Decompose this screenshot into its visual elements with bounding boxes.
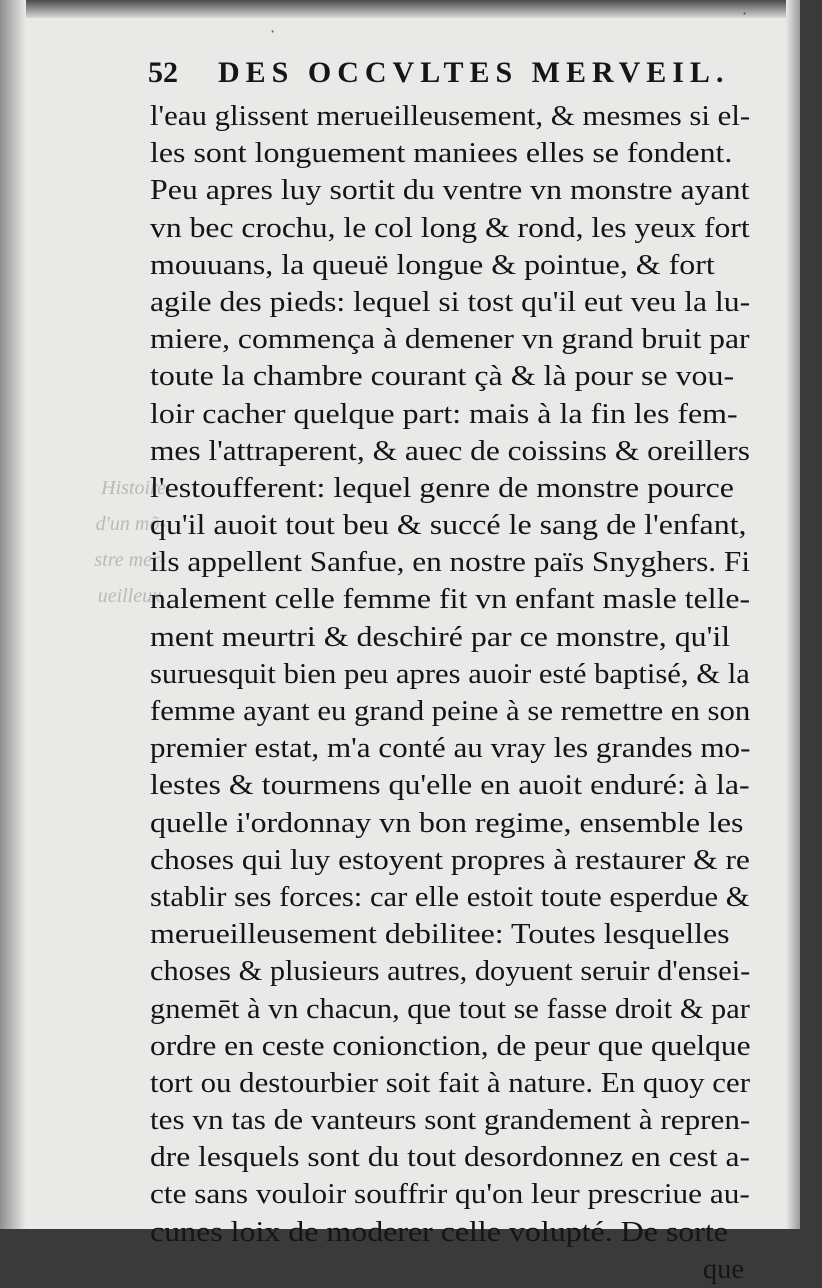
text-line: tes vn tas de vanteurs sont grandement à repren-: [150, 1105, 751, 1137]
page-number: 52: [148, 56, 178, 89]
text-line: miere, commença à demener vn grand bruit par: [150, 324, 750, 356]
page-top-edge: [0, 0, 800, 18]
text-line: femme ayant eu grand peine à se remettre en son: [150, 696, 751, 727]
text-line: choses & plusieurs autres, doyuent seruir d'ensei-: [150, 956, 751, 988]
text-line: lestes & tourmens qu'elle en auoit enduré: à la-: [150, 770, 750, 802]
gutter-shadow: [0, 0, 26, 1229]
text-line: Peu apres luy sortit du ventre vn monstre ayant: [150, 175, 750, 207]
text-line: agile des pieds: lequel si tost qu'il eut veu la lu-: [150, 286, 751, 318]
text-line: ordre en ceste conionction, de peur que quelque: [150, 1030, 751, 1062]
running-title: DES OCCVLTES MERVEIL.: [218, 56, 730, 89]
text-line: mes l'attraperent, & auec de coissins & oreillers: [150, 435, 750, 467]
text-line: vn bec crochu, le col long & rond, les yeux fort: [150, 212, 750, 244]
text-line: les sont longuement maniees elles se fondent.: [150, 138, 733, 170]
catchword: que: [702, 1253, 744, 1285]
bleed-line: d'un mõ-: [95, 513, 166, 535]
ink-speck: ·: [270, 22, 276, 41]
text-line: quelle i'ordonnay vn bon regime, ensemble les: [150, 807, 744, 839]
text-line: cunes loix de moderer celle volupté. De sorte: [150, 1216, 728, 1248]
text-line: merueilleusement debilitee: Toutes lesquelles: [150, 919, 730, 951]
bleed-line: Histoire: [101, 477, 166, 499]
text-line: dre lesquels sont du tout desordonnez en cest a-: [150, 1142, 750, 1174]
text-line: ils appellent Sanfue, en nostre païs Snyghers. Fi: [150, 547, 751, 579]
text-line: qu'il auoit tout beu & succé le sang de l'enfant,: [150, 510, 747, 542]
text-line: nalement celle femme fit vn enfant masle telle-: [150, 584, 751, 616]
ink-speck: ·: [742, 4, 748, 23]
text-line: ment meurtri & deschiré par ce monstre, qu'il: [150, 621, 731, 653]
bleed-line: ueilleux.: [97, 585, 166, 607]
text-line: cte sans vouloir souffrir qu'on leur prescriue au-: [150, 1179, 750, 1211]
text-line: gnemēt à vn chacun, que tout se fasse droit & par: [150, 993, 750, 1025]
text-line: choses qui luy estoyent propres à restaurer & re: [150, 844, 750, 876]
text-line: l'estoufferent: lequel genre de monstre pource: [150, 472, 734, 504]
text-line: l'eau glissent merueilleusement, & mesmes si el-: [150, 101, 751, 132]
margin-note-bleed-through: [6, 470, 166, 614]
text-line: tort ou destourbier soit fait à nature. En quoy cer: [150, 1067, 750, 1099]
text-line: suruesquit bien peu apres auoir esté baptisé, & la: [150, 658, 750, 690]
body-text: [150, 98, 750, 1288]
running-head: [148, 56, 748, 92]
text-line: premier estat, m'a conté au vray les grandes mo-: [150, 733, 751, 765]
text-line: toute la chambre courant çà & là pour se vou-: [150, 361, 735, 393]
text-line: loir cacher quelque part: mais à la fin les fem-: [150, 398, 738, 430]
bleed-line: stre mer-: [94, 549, 166, 571]
text-line: mouuans, la queuë longue & pointue, & fort: [150, 249, 715, 281]
text-line: stablir ses forces: car elle estoit toute esperdue &: [150, 881, 750, 913]
